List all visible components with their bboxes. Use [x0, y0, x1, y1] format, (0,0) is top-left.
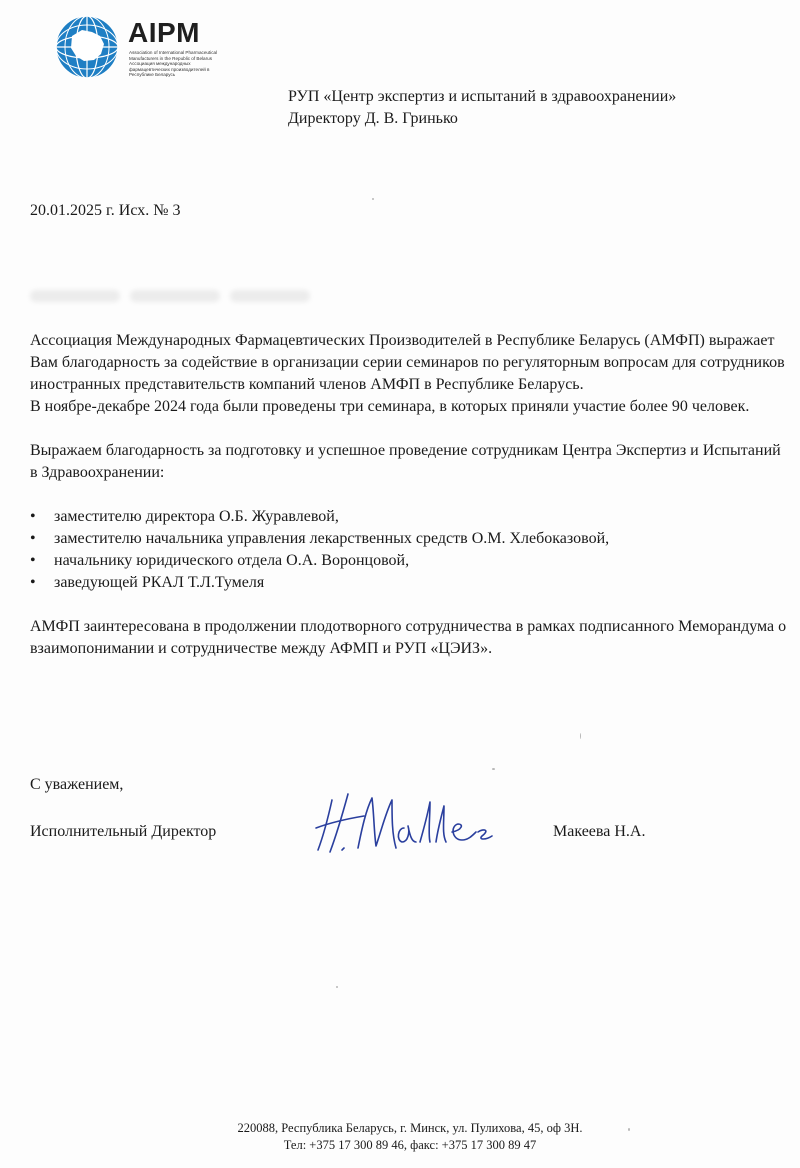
bullet-icon: •	[30, 552, 36, 569]
paragraph-seminars: В ноябре-декабре 2024 года были проведены три семинара, в которых приняли участие более 90 человек.	[30, 398, 750, 415]
staff-list	[30, 506, 792, 594]
logo-subtitle-en: Association of International Pharmaceutical Manufacturers in the Republic of Belarus	[129, 50, 218, 61]
bullet-icon: •	[30, 508, 36, 525]
paragraph-cooperation: АМФП заинтересована в продолжении плодотворного сотрудничества в рамках подписанного Меморандума о взаимопонимании и сотрудничестве между АФМП и РУП «ЦЭИЗ».	[30, 618, 787, 657]
list-item: • заместителю директора О.Б. Журавлевой,	[30, 506, 792, 528]
footer-contacts	[0, 1120, 800, 1154]
bullet-icon: •	[30, 574, 36, 591]
scan-speck	[492, 768, 495, 770]
aipm-logo	[54, 14, 234, 84]
closing-regards: С уважением,	[30, 776, 124, 793]
letter-body	[30, 330, 792, 660]
scan-speck	[580, 733, 581, 739]
logo-name: AIPM	[128, 17, 200, 48]
redacted-line	[30, 286, 310, 306]
addressee-organization: РУП «Центр экспертиз и испытаний в здравоохранении»	[288, 88, 677, 105]
logo-subtitle	[129, 50, 229, 78]
list-item: • заместителю начальника управления лекарственных средств О.М. Хлебоказовой,	[30, 528, 792, 550]
addressee-director: Директору Д. В. Гринько	[288, 110, 458, 127]
footer-address: 220088, Республика Беларусь, г. Минск, ул. Пулихова, 45, оф 3Н.	[237, 1121, 583, 1135]
footer-phone-fax: Тел: +375 17 300 89 46, факс: +375 17 300 89 47	[283, 1138, 537, 1152]
date-reference: 20.01.2025 г. Исх. № 3	[30, 202, 181, 219]
scan-speck	[372, 198, 374, 200]
paragraph-gratitude: Ассоциация Международных Фармацевтических Производителей в Республике Беларусь (АМФП) выражает Вам благодарность за содействие в организации серии семинаров по регуляторным вопросам для сотрудников иностранных представительств компаний членов АМФП в Республике Беларусь.	[30, 332, 785, 393]
signatory-name: Макеева Н.А.	[553, 823, 646, 840]
scan-speck	[336, 986, 338, 988]
logo-subtitle-ru: Ассоциация международных фармацевтических производителей в Республике Беларусь	[129, 61, 210, 78]
globe-map-icon	[54, 14, 120, 80]
signatory-title: Исполнительный Директор	[30, 823, 217, 840]
list-item: • начальнику юридического отдела О.А. Воронцовой,	[30, 550, 792, 572]
signature-row	[0, 821, 800, 851]
list-item: • заведующей РКАЛ Т.Л.Тумеля	[30, 572, 792, 594]
paragraph-thanks-staff: Выражаем благодарность за подготовку и успешное проведение сотрудникам Центра Экспертиз и Испытаний в Здравоохранении:	[30, 442, 781, 481]
addressee-block	[288, 86, 676, 130]
bullet-icon: •	[30, 530, 36, 547]
